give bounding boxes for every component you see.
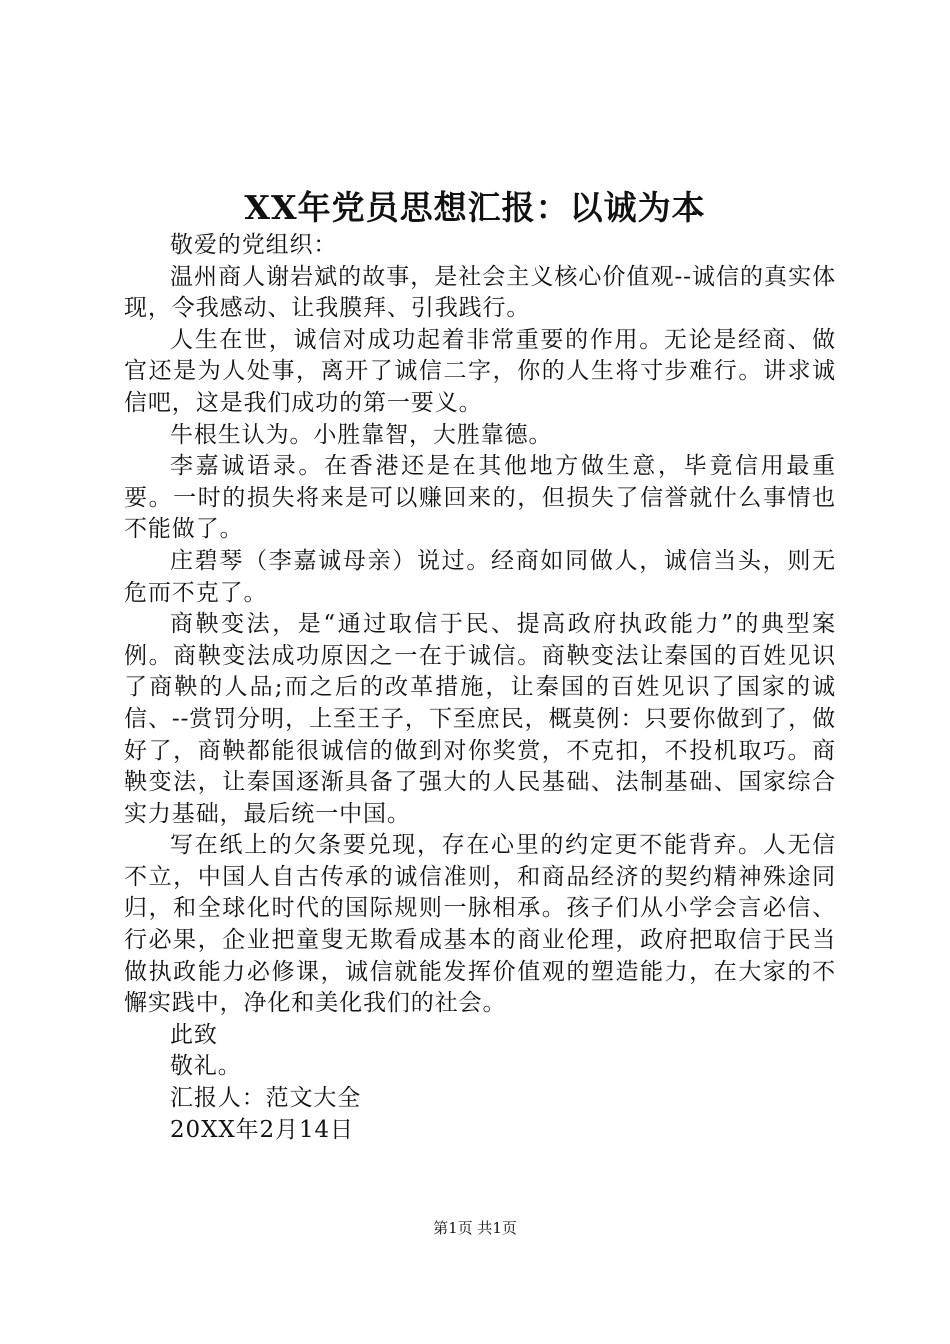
document-title: XX年党员思想汇报：以诚为本 [244,188,706,227]
date-line: 20XX年2月14日 [170,1116,354,1143]
regards-line: 敬礼。 [170,1053,242,1080]
document-body [124,230,836,1146]
paragraph: 牛根生认为。小胜靠智，大胜靠德。 [170,421,553,448]
paragraph: 温州商人谢岩斌的故事，是社会主义核心价值观--诚信的真实体现，令我感动、让我膜拜、引我践行。 [124,263,836,322]
salutation: 敬爱的党组织： [170,232,338,258]
paragraph: 庄碧琴（李嘉诚母亲）说过。经商如同做人，诚信当头，则无危而不克了。 [124,547,836,606]
page-number-footer: 第1页 共1页 [433,1219,517,1237]
closing-line: 此致 [170,1021,218,1048]
paragraph: 商鞅变法，是“通过取信于民、提高政府执政能力”的典型案例。商鞅变法成功原因之一在于诚信。商鞅变法让秦国的百姓见识了商鞅的人品;而之后的改革措施，让秦国的百姓见识了国家的诚信、--赏罚分明，上至王子，下至庶民，概莫例：只要你做到了，做好了，商鞅都能很诚信的做到对你奖赏，不克扣，不投机取巧。商鞅变法，让秦国逐渐具备了强大的人民基础、法制基础、国家综合实力基础，最后统一中国。 [124,611,836,827]
paragraph: 写在纸上的欠条要兑现，存在心里的约定更不能背弃。人无信不立，中国人自古传承的诚信准则，和商品经济的契约精神殊途同归，和全球化时代的国际规则一脉相承。孩子们从小学会言必信、行必果，企业把童叟无欺看成基本的商业伦理，政府把取信于民当做执政能力必修课，诚信就能发挥价值观的塑造能力，在大家的不懈实践中，净化和美化我们的社会。 [124,832,836,1017]
paragraph: 人生在世，诚信对成功起着非常重要的作用。无论是经商、做官还是为人处事，离开了诚信二字，你的人生将寸步难行。讲求诚信吧，这是我们成功的第一要义。 [124,326,836,416]
paragraph: 李嘉诚语录。在香港还是在其他地方做生意，毕竟信用最重要。一时的损失将来是可以赚回来的，但损失了信誉就什么事情也不能做了。 [124,453,836,543]
reporter-line: 汇报人：范文大全 [170,1085,362,1112]
